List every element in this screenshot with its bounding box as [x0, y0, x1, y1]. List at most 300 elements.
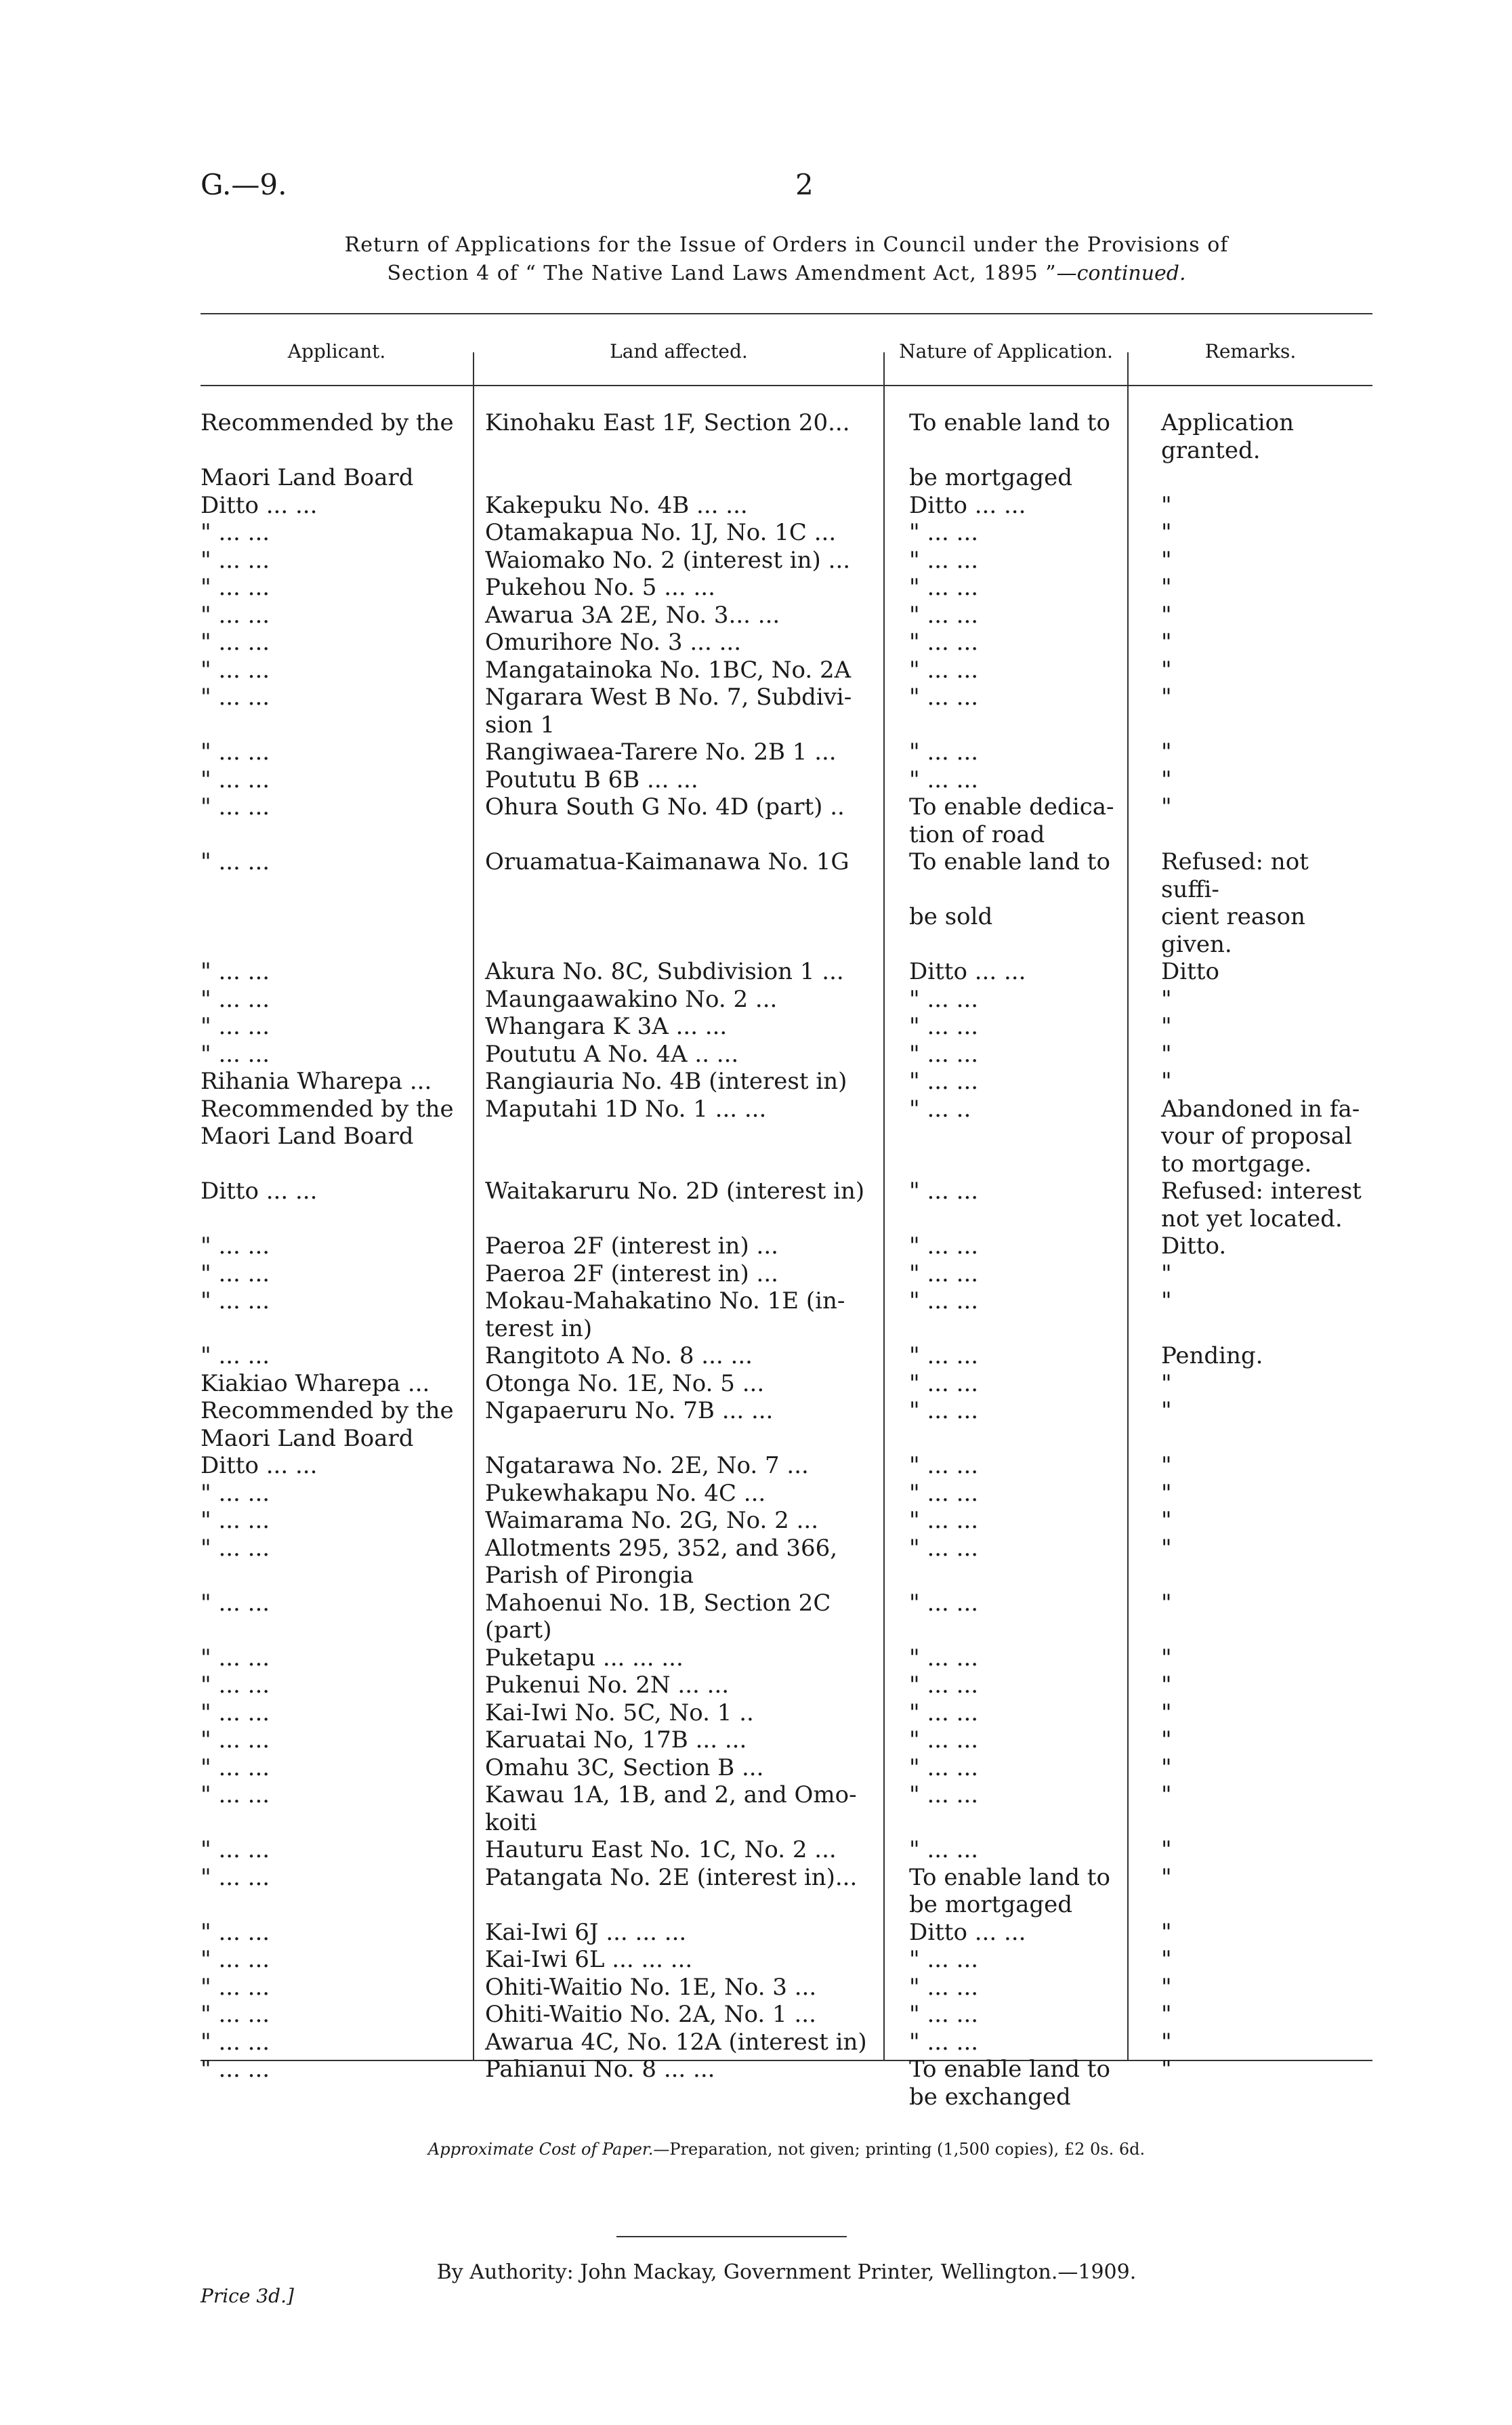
cell-nature: " ... ... — [909, 2001, 979, 2028]
cell-nature: " ... ... — [909, 1644, 979, 1672]
return-title-line-2 — [201, 260, 1372, 287]
cell-applicant: " ... ... — [201, 766, 270, 793]
cell-applicant: " ... ... — [201, 1946, 270, 1973]
cell-applicant: " ... ... — [201, 546, 270, 574]
cell-nature: " ... ... — [909, 1260, 979, 1287]
table-row — [201, 602, 1372, 629]
cell-applicant: " ... ... — [201, 1754, 270, 1781]
cell-nature: be sold — [909, 903, 993, 930]
cell-nature: " ... ... — [909, 2028, 979, 2056]
cell-remarks: Ditto. — [1161, 1232, 1227, 1260]
cell-land: Pukewhakapu No. 4C ... — [485, 1479, 766, 1507]
cell-remarks: " — [1161, 1754, 1172, 1781]
cell-nature: " ... ... — [909, 985, 979, 1013]
cell-applicant — [201, 2084, 473, 2111]
cell-remarks: Pending. — [1161, 1342, 1263, 1369]
cell-applicant: " ... ... — [201, 1672, 270, 1699]
cell-land: Ngarara West B No. 7, Subdivi- — [485, 684, 852, 711]
table-row — [201, 1397, 1372, 1425]
table-row — [201, 766, 1372, 794]
price-note: Price 3d.] — [201, 2285, 294, 2307]
table-row — [201, 711, 1372, 739]
cell-land — [473, 464, 896, 492]
cell-nature: " ... ... — [909, 1452, 979, 1479]
cell-applicant: " ... ... — [201, 2056, 270, 2083]
cost-label: Approximate Cost of Paper. — [427, 2140, 654, 2159]
cell-land: Whangara K 3A ... ... — [485, 1013, 728, 1040]
cell-applicant — [201, 1809, 473, 1837]
cell-applicant — [201, 1315, 473, 1343]
cell-applicant: " ... ... — [201, 1699, 270, 1726]
table-row — [201, 1068, 1372, 1096]
cell-land: Kakepuku No. 4B ... ... — [485, 491, 748, 519]
header-top-rule — [201, 313, 1372, 314]
cell-applicant: " ... ... — [201, 574, 270, 601]
cell-land: Kai-Iwi 6J ... ... ... — [485, 1918, 687, 1946]
table-row — [201, 1672, 1372, 1699]
cell-nature: " ... ... — [909, 1726, 979, 1754]
table-row — [201, 1535, 1372, 1562]
cell-remarks: cient reason given. — [1161, 903, 1305, 958]
cell-nature: be mortgaged — [909, 464, 1073, 491]
cell-nature: Ditto ... ... — [909, 1918, 1026, 1946]
continued-label: —continued. — [1056, 262, 1186, 285]
cell-remarks: " — [1161, 739, 1172, 766]
cell-applicant: " ... ... — [201, 1644, 270, 1672]
cell-applicant: Ditto ... ... — [201, 1178, 318, 1205]
table-row — [201, 1590, 1372, 1617]
table-row — [201, 1836, 1372, 1864]
cell-applicant: " ... ... — [201, 1726, 270, 1754]
cell-remarks: " — [1161, 1836, 1172, 1863]
table-row — [201, 1232, 1372, 1260]
cell-remarks: " — [1161, 1507, 1172, 1534]
cell-remarks: " — [1161, 629, 1172, 656]
cell-applicant: Ditto ... ... — [201, 491, 318, 519]
cell-remarks: " — [1161, 1863, 1172, 1891]
cell-applicant: Ditto ... ... — [201, 1452, 318, 1479]
cell-land: Paeroa 2F (interest in) ... — [485, 1260, 778, 1287]
table-row — [201, 629, 1372, 657]
cell-land: Karuatai No, 17B ... ... — [485, 1726, 747, 1754]
table-row — [201, 1562, 1372, 1590]
table-row — [201, 739, 1372, 766]
cell-remarks: " — [1161, 1644, 1172, 1672]
table-row — [201, 1809, 1372, 1837]
cell-remarks: " — [1161, 793, 1172, 821]
cell-applicant: " ... ... — [201, 629, 270, 656]
cell-land: Maputahi 1D No. 1 ... ... — [485, 1095, 767, 1123]
page-reference: G.—9. — [201, 168, 287, 201]
cell-land: Waimarama No. 2G, No. 2 ... — [485, 1507, 819, 1534]
cell-nature: " ... ... — [909, 1479, 979, 1507]
table-row — [201, 492, 1372, 520]
footer-rule — [616, 2236, 847, 2237]
table-row — [201, 1919, 1372, 1947]
cell-remarks — [1153, 1562, 1372, 1590]
cell-nature: " ... ... — [909, 1178, 979, 1205]
cell-nature — [896, 1562, 1153, 1590]
table-row — [201, 2084, 1372, 2111]
cell-nature: " ... ... — [909, 1342, 979, 1369]
cell-applicant — [201, 1617, 473, 1644]
cell-nature — [896, 1205, 1153, 1233]
cell-land: Poututu A No. 4A .. ... — [485, 1040, 739, 1068]
cell-land: Waitakaruru No. 2D (interest in) — [485, 1178, 865, 1205]
cell-applicant: " ... ... — [201, 1534, 270, 1562]
cell-land — [473, 903, 896, 958]
cell-remarks: " — [1161, 574, 1172, 601]
cell-applicant: " ... ... — [201, 1863, 270, 1891]
table-row — [201, 1699, 1372, 1727]
cell-land: sion 1 — [485, 711, 555, 739]
cell-nature: " ... .. — [909, 1095, 971, 1123]
cell-land: Poututu B 6B ... ... — [485, 766, 698, 793]
cell-applicant: Rihania Wharepa ... — [201, 1068, 432, 1095]
table-row — [201, 1864, 1372, 1892]
cell-nature: " ... ... — [909, 574, 979, 601]
cell-remarks: Refused: interest — [1161, 1178, 1362, 1205]
cell-nature: " ... ... — [909, 519, 979, 546]
cell-land: Puketapu ... ... ... — [485, 1644, 684, 1672]
cell-nature: " ... ... — [909, 1507, 979, 1534]
cell-land: Kai-Iwi No. 5C, No. 1 .. — [485, 1699, 754, 1726]
page-number: 2 — [795, 168, 814, 201]
cell-nature: " ... ... — [909, 656, 979, 684]
cell-remarks: " — [1161, 1946, 1172, 1973]
cell-land: (part) — [485, 1617, 552, 1644]
cell-nature: To enable land to — [909, 848, 1110, 875]
table-row — [201, 1123, 1372, 1151]
cell-land: Mangatainoka No. 1BC, No. 2A — [485, 656, 852, 684]
cell-remarks: vour of proposal — [1161, 1123, 1352, 1150]
cell-remarks: " — [1161, 546, 1172, 574]
table-row — [201, 848, 1372, 903]
cell-nature — [896, 1617, 1153, 1644]
cell-land: koiti — [485, 1808, 537, 1836]
column-header-applicant: Applicant. — [287, 339, 386, 362]
cell-land: Maungaawakino No. 2 ... — [485, 985, 778, 1013]
table-row — [201, 409, 1372, 464]
cell-applicant: Maori Land Board — [201, 464, 414, 491]
cell-remarks: " — [1161, 1013, 1172, 1040]
cell-remarks: Application granted. — [1161, 409, 1295, 464]
cell-land: Mahoenui No. 1B, Section 2C — [485, 1589, 831, 1617]
cell-nature: " ... ... — [909, 1534, 979, 1562]
cell-applicant: " ... ... — [201, 519, 270, 546]
cell-nature: tion of road — [909, 821, 1045, 848]
cell-land: Mokau-Mahakatino No. 1E (in- — [485, 1287, 845, 1314]
cell-applicant: " ... ... — [201, 793, 270, 821]
cell-remarks: " — [1161, 684, 1172, 711]
cell-nature: " ... ... — [909, 546, 979, 574]
cell-land — [473, 821, 896, 849]
table-row — [201, 793, 1372, 821]
cell-applicant: " ... ... — [201, 1342, 270, 1369]
cell-nature: be exchanged — [909, 2083, 1071, 2111]
cell-remarks: " — [1161, 2028, 1172, 2056]
cost-note — [201, 2140, 1372, 2159]
table-row — [201, 958, 1372, 986]
cell-remarks: " — [1161, 1699, 1172, 1726]
column-header-nature: Nature of Application. — [899, 339, 1113, 362]
cell-applicant — [201, 1205, 473, 1233]
cell-nature — [896, 1315, 1153, 1343]
cell-applicant — [201, 821, 473, 849]
cell-remarks: " — [1161, 1589, 1172, 1617]
table-row — [201, 2056, 1372, 2084]
cell-remarks: " — [1161, 1534, 1172, 1562]
cell-nature: " ... ... — [909, 1287, 979, 1314]
cell-remarks: Refused: not suffi- — [1161, 848, 1309, 903]
table-row — [201, 1370, 1372, 1398]
cell-remarks: " — [1161, 656, 1172, 684]
cell-applicant: " ... ... — [201, 1479, 270, 1507]
cell-remarks — [1153, 464, 1372, 492]
cell-nature: Ditto ... ... — [909, 491, 1026, 519]
cell-land: Pahianui No. 8 ... ... — [485, 2056, 715, 2083]
cell-remarks: " — [1161, 985, 1172, 1013]
cell-nature: " ... ... — [909, 684, 979, 711]
table-row — [201, 1781, 1372, 1809]
cell-remarks: " — [1161, 1479, 1172, 1507]
cell-nature: " ... ... — [909, 766, 979, 793]
table-row — [201, 464, 1372, 492]
cell-land: Patangata No. 2E (interest in)... — [485, 1863, 858, 1891]
header-bottom-rule — [201, 385, 1372, 386]
table-row — [201, 1315, 1372, 1343]
cell-applicant: " ... ... — [201, 1973, 270, 2001]
cell-land: Pukenui No. 2N ... ... — [485, 1672, 730, 1699]
cell-land: Awarua 4C, No. 12A (interest in) — [485, 2028, 867, 2056]
cell-applicant — [201, 903, 473, 958]
cell-applicant: Maori Land Board — [201, 1424, 414, 1452]
table-row — [201, 1507, 1372, 1535]
column-header-land: Land affected. — [610, 339, 748, 362]
cell-land: Omahu 3C, Section B ... — [485, 1754, 764, 1781]
cell-nature: " ... ... — [909, 1369, 979, 1397]
cell-nature: " ... ... — [909, 1068, 979, 1095]
table-row — [201, 1096, 1372, 1123]
cell-remarks: to mortgage. — [1161, 1150, 1312, 1178]
cell-remarks — [1153, 2084, 1372, 2111]
cell-applicant: Recommended by the — [201, 1397, 454, 1424]
cell-land: Paeroa 2F (interest in) ... — [485, 1232, 778, 1260]
cell-land: Pukehou No. 5 ... ... — [485, 574, 715, 601]
cell-remarks: " — [1161, 2056, 1172, 2083]
table-row — [201, 684, 1372, 711]
cell-applicant: Maori Land Board — [201, 1123, 414, 1150]
cell-applicant: Recommended by the — [201, 1095, 454, 1123]
cell-remarks: " — [1161, 1781, 1172, 1808]
cell-land — [473, 1151, 896, 1178]
cell-remarks — [1153, 1809, 1372, 1837]
cell-nature: To enable land to — [909, 409, 1110, 436]
cell-land — [473, 2084, 896, 2111]
table-row — [201, 1342, 1372, 1370]
cell-land: Rangiwaea-Tarere No. 2B 1 ... — [485, 739, 837, 766]
cell-remarks: " — [1161, 519, 1172, 546]
cell-applicant: " ... ... — [201, 1013, 270, 1040]
table-row — [201, 1480, 1372, 1508]
cell-nature — [896, 1123, 1153, 1151]
cell-remarks: " — [1161, 601, 1172, 629]
cell-land: Ohiti-Waitio No. 1E, No. 3 ... — [485, 1973, 817, 2001]
table-row — [201, 1041, 1372, 1069]
table-row — [201, 903, 1372, 958]
cell-applicant: " ... ... — [201, 684, 270, 711]
cell-remarks: " — [1161, 1287, 1172, 1314]
cell-nature: To enable land to — [909, 1863, 1110, 1891]
cell-land: Parish of Pirongia — [485, 1562, 694, 1589]
table-row — [201, 1891, 1372, 1919]
table-row — [201, 1644, 1372, 1672]
cell-land: Rangitoto A No. 8 ... ... — [485, 1342, 753, 1369]
cell-applicant: " ... ... — [201, 985, 270, 1013]
table-row — [201, 1205, 1372, 1233]
cell-nature: To enable land to — [909, 2056, 1110, 2083]
cell-land: Ngapaeruru No. 7B ... ... — [485, 1397, 774, 1424]
cell-nature — [896, 1425, 1153, 1453]
cell-nature: " ... ... — [909, 1699, 979, 1726]
cell-land: Kai-Iwi 6L ... ... ... — [485, 1946, 693, 1973]
cell-land — [473, 1891, 896, 1919]
cell-nature: " ... ... — [909, 1232, 979, 1260]
applications-table-body — [201, 409, 1372, 2111]
table-row — [201, 547, 1372, 575]
cell-applicant: " ... ... — [201, 848, 270, 875]
cell-land: Otamakapua No. 1J, No. 1C ... — [485, 519, 837, 546]
cell-nature: " ... ... — [909, 1013, 979, 1040]
cell-remarks: Ditto — [1161, 958, 1219, 985]
cell-applicant: " ... ... — [201, 1589, 270, 1617]
table-row — [201, 2001, 1372, 2029]
cell-land: Awarua 3A 2E, No. 3... ... — [485, 601, 780, 629]
cell-applicant: " ... ... — [201, 1836, 270, 1863]
table-row — [201, 1946, 1372, 1974]
cell-remarks: " — [1161, 1726, 1172, 1754]
table-row — [201, 1726, 1372, 1754]
cell-nature: " ... ... — [909, 1754, 979, 1781]
table-row — [201, 657, 1372, 684]
cell-applicant — [201, 711, 473, 739]
cell-applicant: " ... ... — [201, 1040, 270, 1068]
cell-applicant: " ... ... — [201, 656, 270, 684]
cell-nature: " ... ... — [909, 1946, 979, 1973]
cell-land — [473, 1425, 896, 1453]
cell-applicant: " ... ... — [201, 958, 270, 985]
cell-applicant: " ... ... — [201, 601, 270, 629]
cell-land: Ohura South G No. 4D (part) .. — [485, 793, 845, 821]
table-row — [201, 574, 1372, 602]
cell-nature: " ... ... — [909, 739, 979, 766]
table-row — [201, 1974, 1372, 2002]
cell-nature — [896, 1151, 1153, 1178]
cell-applicant — [201, 1151, 473, 1178]
cell-remarks: not yet located. — [1161, 1205, 1343, 1232]
cell-nature: " ... ... — [909, 1040, 979, 1068]
cell-remarks: " — [1161, 1068, 1172, 1095]
table-row — [201, 1425, 1372, 1453]
table-row — [201, 986, 1372, 1014]
cell-land — [473, 1205, 896, 1233]
cell-nature: To enable dedica- — [909, 793, 1114, 821]
authority-line: By Authority: John Mackay, Government Printer, Wellington.—1909. — [436, 2260, 1137, 2284]
cell-applicant: " ... ... — [201, 1260, 270, 1287]
cell-remarks: " — [1161, 1973, 1172, 2001]
cell-remarks: " — [1161, 2001, 1172, 2028]
cell-land: Waiomako No. 2 (interest in) ... — [485, 546, 851, 574]
table-row — [201, 1151, 1372, 1178]
cell-applicant — [201, 1562, 473, 1590]
table-row — [201, 821, 1372, 849]
table-row — [201, 1287, 1372, 1315]
return-title-text: Section 4 of “ The Native Land Laws Amendment Act, 1895 ” — [387, 262, 1057, 285]
cell-remarks: " — [1161, 1369, 1172, 1397]
cell-nature: " ... ... — [909, 1781, 979, 1808]
cell-nature: " ... ... — [909, 1672, 979, 1699]
cell-applicant: Recommended by the — [201, 409, 454, 436]
cell-land: Kawau 1A, 1B, and 2, and Omo- — [485, 1781, 857, 1808]
cell-applicant: " ... ... — [201, 1232, 270, 1260]
cell-remarks — [1153, 711, 1372, 739]
cell-land: Ohiti-Waitio No. 2A, No. 1 ... — [485, 2001, 816, 2028]
cell-land: Omurihore No. 3 ... ... — [485, 629, 742, 656]
table-row — [201, 1452, 1372, 1480]
table-row — [201, 1754, 1372, 1782]
cell-land: Otonga No. 1E, No. 5 ... — [485, 1369, 765, 1397]
cell-nature: " ... ... — [909, 601, 979, 629]
cell-remarks — [1153, 1315, 1372, 1343]
table-row — [201, 2029, 1372, 2056]
cell-remarks: " — [1161, 1918, 1172, 1946]
cell-applicant: " ... ... — [201, 1287, 270, 1314]
cell-land: Rangiauria No. 4B (interest in) — [485, 1068, 847, 1095]
cell-applicant — [201, 1891, 473, 1919]
cell-land: Hauturu East No. 1C, No. 2 ... — [485, 1836, 837, 1863]
cell-nature: " ... ... — [909, 1589, 979, 1617]
cell-land: Akura No. 8C, Subdivision 1 ... — [485, 958, 844, 985]
cell-nature — [896, 711, 1153, 739]
cell-remarks: Abandoned in fa- — [1161, 1095, 1360, 1123]
cell-nature: " ... ... — [909, 629, 979, 656]
cell-applicant: " ... ... — [201, 1918, 270, 1946]
cell-land: Kinohaku East 1F, Section 20... — [485, 409, 850, 436]
cell-applicant: " ... ... — [201, 1781, 270, 1808]
cell-nature: be mortgaged — [909, 1891, 1073, 1918]
cell-land: Ngatarawa No. 2E, No. 7 ... — [485, 1452, 809, 1479]
cell-nature: " ... ... — [909, 1973, 979, 2001]
table-row — [201, 1013, 1372, 1041]
table-row — [201, 1617, 1372, 1644]
cell-applicant: " ... ... — [201, 1507, 270, 1534]
cell-remarks — [1153, 1617, 1372, 1644]
applications-table — [201, 409, 1372, 2111]
cell-remarks: " — [1161, 1397, 1172, 1424]
cell-applicant: " ... ... — [201, 739, 270, 766]
cell-remarks: " — [1161, 1452, 1172, 1479]
table-row — [201, 519, 1372, 547]
cell-remarks: " — [1161, 766, 1172, 793]
table-row — [201, 1260, 1372, 1288]
cell-remarks: " — [1161, 1672, 1172, 1699]
cell-remarks — [1153, 1891, 1372, 1919]
cell-land: terest in) — [485, 1314, 593, 1342]
column-header-remarks: Remarks. — [1204, 339, 1297, 362]
cell-remarks: " — [1161, 491, 1172, 519]
cost-text: —Preparation, not given; printing (1,500 copies), £2 0s. 6d. — [653, 2140, 1146, 2159]
cell-remarks — [1153, 1425, 1372, 1453]
